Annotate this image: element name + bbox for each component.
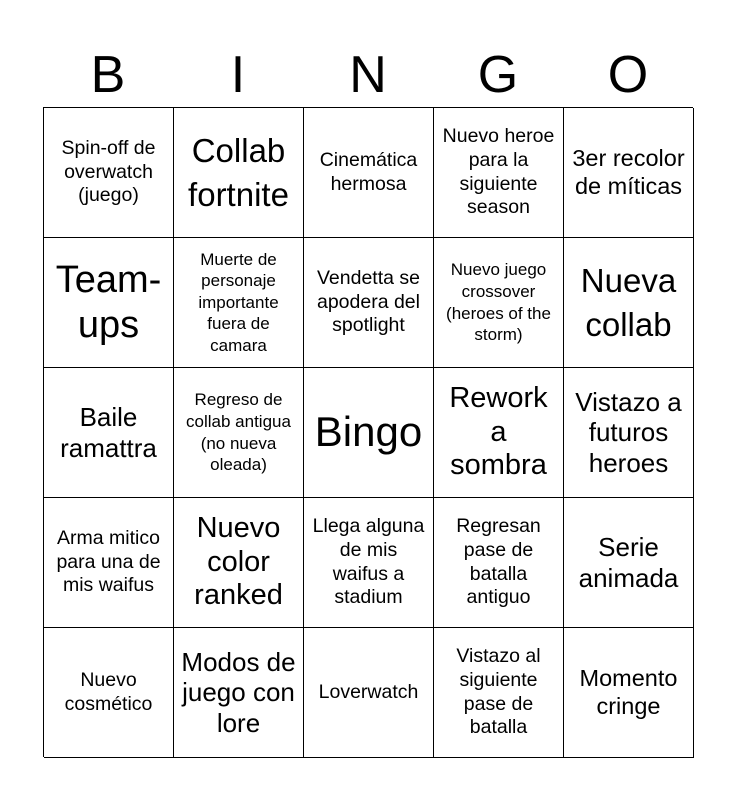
header-letter-i: I bbox=[230, 46, 246, 104]
bingo-header bbox=[43, 44, 693, 106]
cell-text: Regresan pase de batalla antiguo bbox=[456, 514, 541, 609]
cell-text: Momento cringe bbox=[579, 665, 678, 719]
cell-text: Nuevo cosmético bbox=[64, 668, 153, 715]
cell-text: Nuevo color ranked bbox=[194, 512, 283, 612]
cell-text: Baile ramattra bbox=[60, 402, 157, 463]
bingo-cell[interactable] bbox=[44, 368, 174, 498]
cell-text: Vendetta se apodera del spotlight bbox=[316, 266, 420, 337]
bingo-cell[interactable] bbox=[44, 238, 174, 368]
bingo-cell[interactable] bbox=[44, 108, 174, 238]
bingo-cell[interactable] bbox=[564, 368, 694, 498]
bingo-cell[interactable] bbox=[564, 108, 694, 238]
cell-text: Nuevo heroe para la siguiente season bbox=[442, 124, 555, 219]
bingo-cell[interactable] bbox=[174, 498, 304, 628]
bingo-cell[interactable] bbox=[434, 108, 564, 238]
bingo-cell[interactable] bbox=[434, 368, 564, 498]
bingo-cell[interactable] bbox=[564, 498, 694, 628]
bingo-cell[interactable] bbox=[434, 498, 564, 628]
header-letter-g: G bbox=[477, 46, 519, 104]
cell-text: Vistazo al siguiente pase de batalla bbox=[456, 644, 541, 739]
bingo-card bbox=[43, 107, 693, 757]
cell-text: Collab fortnite bbox=[188, 131, 289, 213]
bingo-cell[interactable] bbox=[434, 628, 564, 758]
bingo-cell[interactable] bbox=[174, 628, 304, 758]
bingo-cell[interactable] bbox=[564, 238, 694, 368]
header-letter-n: N bbox=[349, 46, 387, 104]
cell-text: Nuevo juego crossover (heroes of the storm) bbox=[446, 260, 551, 345]
bingo-cell[interactable] bbox=[304, 498, 434, 628]
cell-text: Rework a sombra bbox=[449, 382, 548, 482]
cell-text: Arma mitico para una de mis waifus bbox=[56, 526, 161, 597]
bingo-cell[interactable] bbox=[434, 238, 564, 368]
header-letter-b: B bbox=[90, 46, 126, 104]
bingo-cell[interactable] bbox=[44, 628, 174, 758]
cell-text: Cinemática hermosa bbox=[319, 148, 418, 195]
cell-text: Bingo bbox=[314, 408, 423, 456]
bingo-cell[interactable] bbox=[304, 108, 434, 238]
bingo-cell[interactable] bbox=[304, 628, 434, 758]
cell-text: Muerte de personaje importante fuera de camara bbox=[198, 249, 279, 355]
cell-text: Vistazo a futuros heroes bbox=[575, 387, 682, 478]
bingo-cell[interactable] bbox=[174, 108, 304, 238]
bingo-cell[interactable] bbox=[304, 368, 434, 498]
cell-text: Llega alguna de mis waifus a stadium bbox=[312, 514, 425, 609]
cell-text: Serie animada bbox=[578, 532, 679, 593]
cell-text: Modos de juego con lore bbox=[181, 647, 296, 738]
cell-text: 3er recolor de míticas bbox=[572, 145, 685, 199]
cell-text: Loverwatch bbox=[318, 680, 419, 703]
bingo-cell[interactable] bbox=[174, 238, 304, 368]
header-letter-o: O bbox=[607, 46, 649, 104]
bingo-cell[interactable] bbox=[304, 238, 434, 368]
bingo-cell[interactable] bbox=[44, 498, 174, 628]
cell-text: Regreso de collab antigua (no nueva oleada) bbox=[186, 390, 291, 475]
cell-text: Team-ups bbox=[55, 258, 162, 346]
cell-text: Nueva collab bbox=[580, 261, 677, 343]
bingo-cell[interactable] bbox=[564, 628, 694, 758]
cell-text: Spin-off de overwatch (juego) bbox=[61, 136, 156, 207]
bingo-cell[interactable] bbox=[174, 368, 304, 498]
